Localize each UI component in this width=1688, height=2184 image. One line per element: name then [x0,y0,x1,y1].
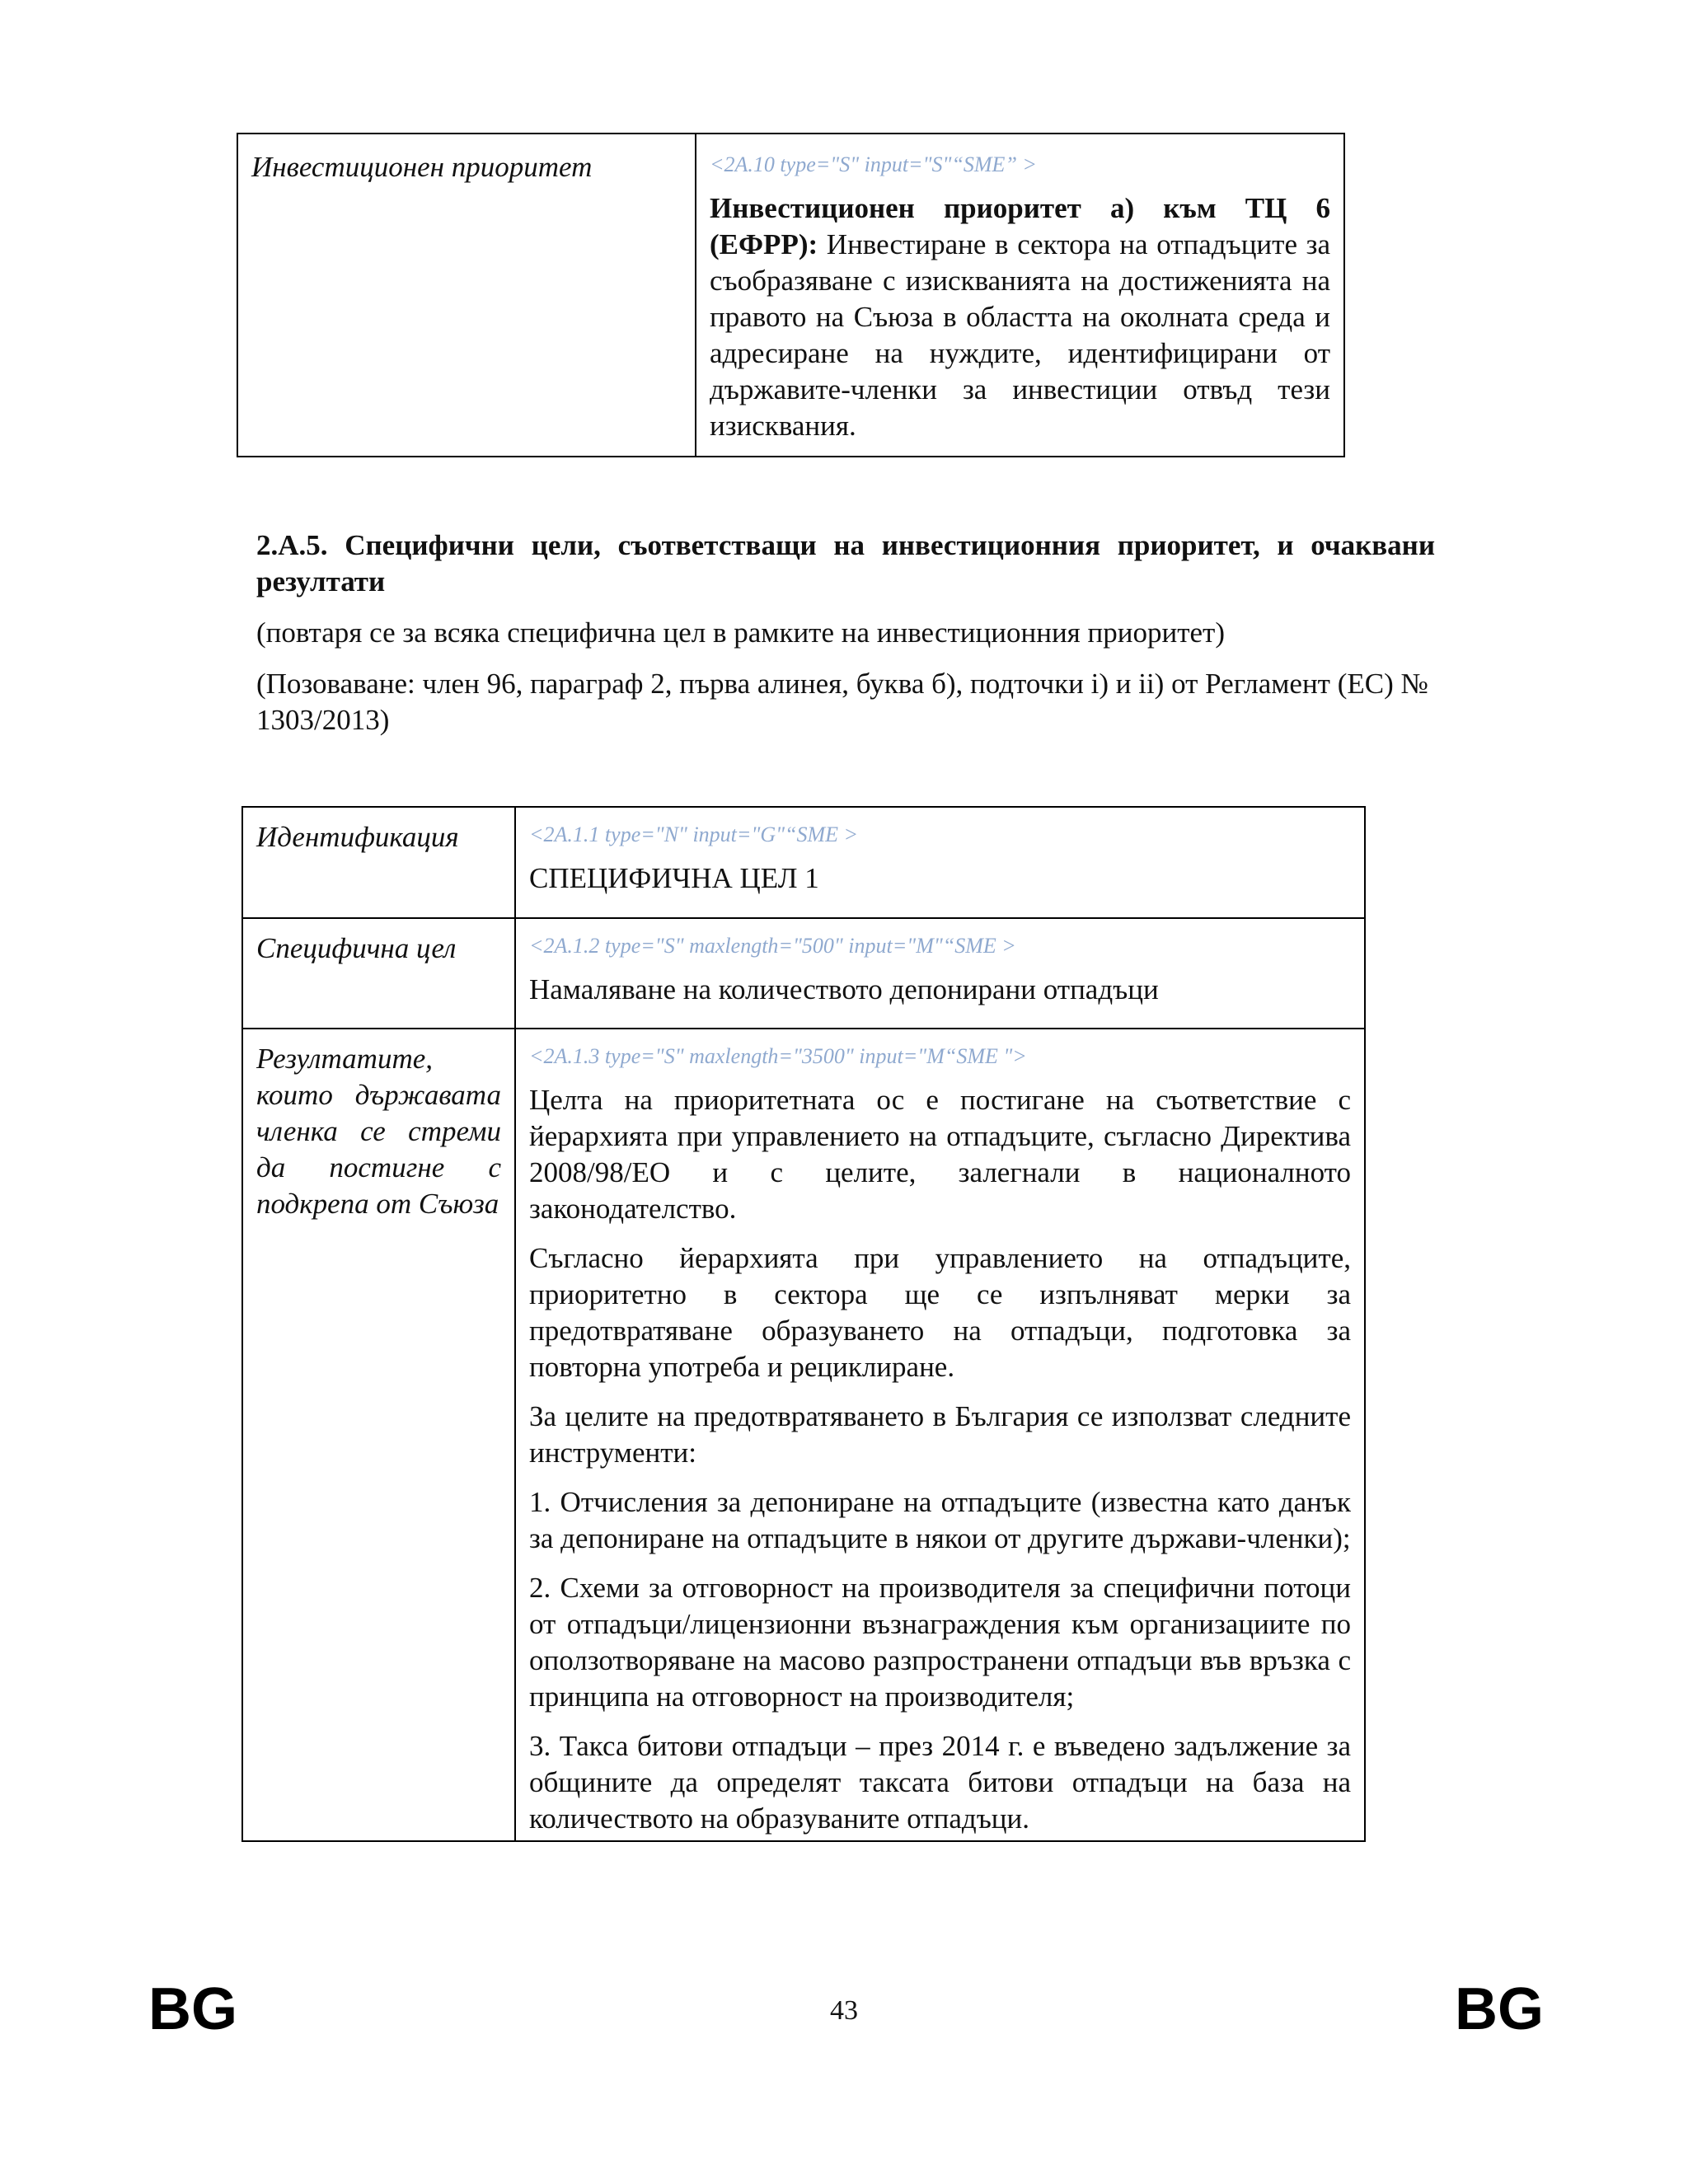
table-row [242,918,1365,1029]
investment-priority-field-tag: <2A.10 type="S" input="S"“SME” > [710,152,1037,176]
footer-language-mark-left: BG [148,1976,237,2042]
results-paragraph: 1. Отчисления за депониране на отпадъците (известна като данък за депониране на отпадъците в някои от другите държави-членки); [529,1486,1351,1554]
specific-objectives-section [256,527,1435,738]
section-heading: 2.А.5. Специфични цели, съответстващи на инвестиционния приоритет, и очаквани резултати [256,529,1435,598]
identification-value [529,860,1351,897]
specific-objective-label: Специфична цел [256,932,457,964]
results-field-tag: <2A.1.3 type="S" maxlength="3500" input="M“SME "> [529,1044,1027,1068]
specific-objective-text: Намаляване на количеството депонирани отпадъци [529,973,1159,1005]
results-paragraph: 2. Схеми за отговорност на производителя за специфични потоци от отпадъци/лицензионни възнаграждения към организациите по оползотворяване на масово разпространени отпадъци във връзка с принципа на отговорност на производителя; [529,1572,1351,1713]
investment-priority-content-cell [696,134,1344,457]
investment-priority-bold-lead: Инвестиционен приоритет а) към ТЦ 6 (ЕФРР): [710,192,1330,260]
investment-priority-row [237,134,1344,457]
results-paragraph: Съгласно йерархията при управлението на отпадъците, приоритетно в сектора ще се изпълняват мерки за предотвратяване образуването на отпадъци, подготовка за повторна употреба и рециклиране. [529,1242,1351,1383]
results-paragraph: За целите на предотвратяването в България се използват следните инструменти: [529,1400,1351,1469]
identification-field-tag: <2A.1.1 type="N" input="G"“SME > [529,823,859,846]
row-label-cell [242,807,515,918]
identification-label: Идентификация [256,821,459,853]
row-label-cell [242,1029,515,1841]
investment-priority-label-cell [237,134,696,457]
section-reference: (Позоваване: член 96, параграф 2, първа алинея, буква б), подточки i) и ii) от Регламент (ЕС) № 1303/2013) [256,668,1428,736]
row-label-cell [242,918,515,1029]
footer-language-mark-right: BG [1455,1976,1544,2042]
results-paragraph: 3. Такса битови отпадъци – през 2014 г. е въведено задължение за общините да определят таксата битови отпадъци на база на количеството на образуваните отпадъци. [529,1730,1351,1835]
identification-text: СПЕЦИФИЧНА ЦЕЛ 1 [529,862,819,894]
row-content-cell [515,807,1365,918]
investment-priority-text [710,190,1330,444]
results-paragraph: Целта на приоритетната ос е постигане на съответствие с йерархията при управлението на отпадъците, съгласно Директива 2008/98/ЕО и с целите, залегнали в националното законодателство. [529,1084,1351,1225]
investment-priority-table [237,133,1345,457]
specific-objective-table [241,806,1366,1842]
row-content-cell [515,918,1365,1029]
specific-objective-value [529,972,1351,1008]
results-text [529,1082,1351,1837]
table-row [242,807,1365,918]
page-number: 43 [830,1995,858,2026]
results-label: Резултатите, които държавата членка се стреми да постигне с подкрепа от Съюза [256,1043,501,1220]
table-row [242,1029,1365,1841]
row-content-cell [515,1029,1365,1841]
specific-objective-field-tag: <2A.1.2 type="S" maxlength="500" input="M"“SME > [529,934,1016,958]
section-note: (повтаря се за всяка специфична цел в рамките на инвестиционния приоритет) [256,616,1225,649]
investment-priority-description: Инвестиране в сектора на отпадъците за съобразяване с изискванията на достиженията на правото на Съюза в областта на околната среда и адресиране на нуждите, идентифицирани от държавите-членки за инвестиции отвъд тези изисквания. [710,228,1330,442]
investment-priority-label: Инвестиционен приоритет [251,151,593,183]
